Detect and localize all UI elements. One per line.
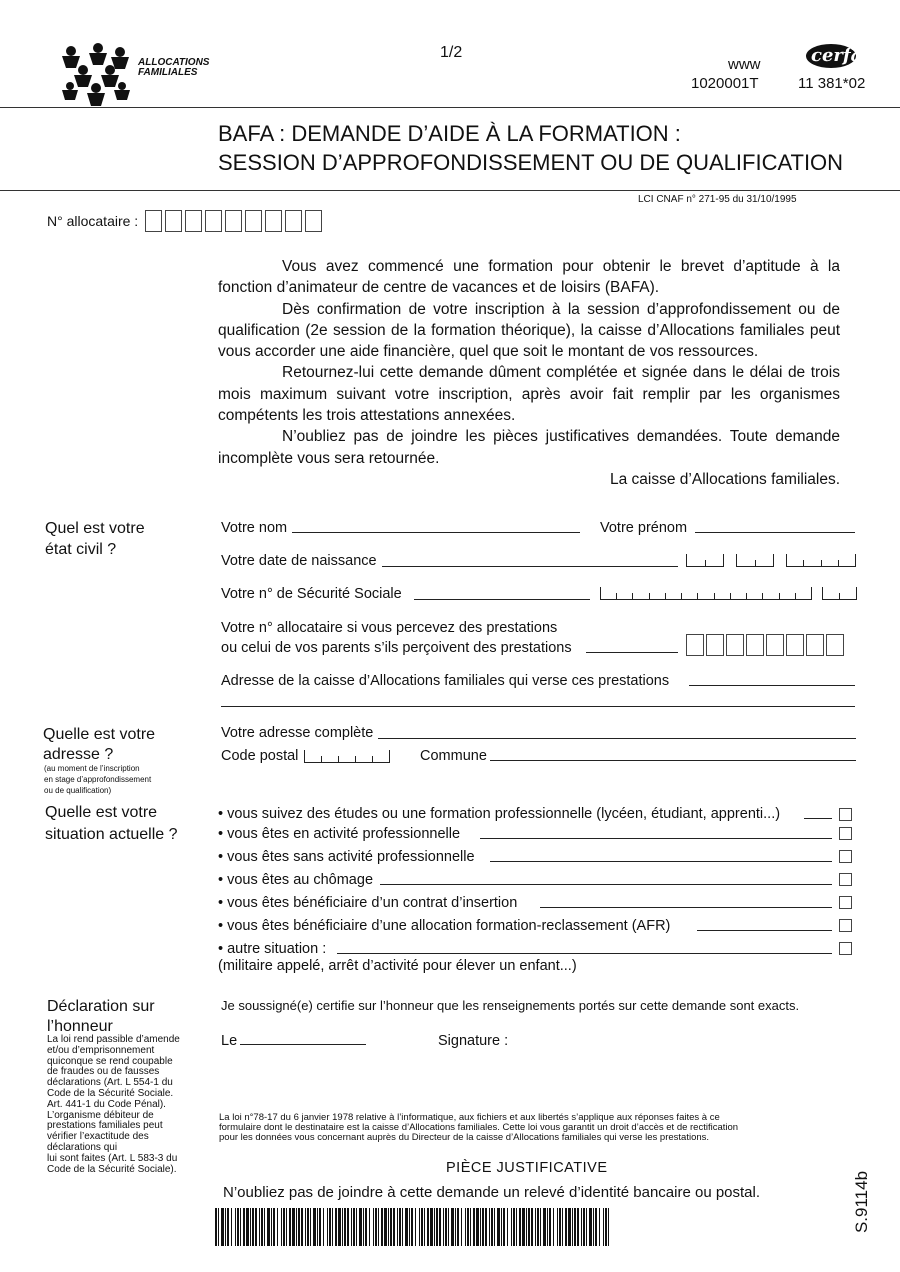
cerfa-number: 11 381*02: [798, 75, 866, 92]
adresse-note-2: en stage d’approfondissement: [44, 775, 152, 784]
declaration-signature-label: Signature :: [438, 1033, 509, 1049]
situation-autre-note: (militaire appelé, arrêt d’activité pour élever un enfant...): [218, 958, 577, 974]
intro-text: [218, 256, 840, 469]
situation-line-activite: [480, 838, 832, 839]
piece-justificative-title: PIÈCE JUSTIFICATIVE: [446, 1160, 608, 1176]
adresse-heading-1: Quelle est votre: [43, 726, 156, 743]
nom-field[interactable]: [292, 532, 580, 533]
situation-item-insertion: • vous êtes bénéficiaire d’un contrat d’insertion: [218, 895, 518, 911]
secu-key-field[interactable]: [822, 587, 857, 600]
declaration-legal-notice: [47, 1035, 207, 1175]
legal-line: lui sont faites (Art. L 583-3 du: [47, 1152, 178, 1164]
alloc-label-line2: ou celui de vos parents s’ils perçoivent des prestations: [221, 640, 572, 656]
page-indicator: 1/2: [440, 44, 463, 61]
prenom-field[interactable]: [695, 532, 855, 533]
barcode: [215, 1208, 611, 1246]
code-postal-field[interactable]: [304, 750, 390, 763]
nom-label: Votre nom: [221, 520, 288, 536]
adresse-complete-label: Votre adresse complète: [221, 725, 374, 741]
commune-label: Commune: [420, 748, 487, 764]
caisse-address-label: Adresse de la caisse d’Allocations familiales qui verse ces prestations: [221, 673, 670, 689]
adresse-complete-field[interactable]: [378, 738, 856, 739]
alloc-number-field[interactable]: [686, 634, 844, 656]
secu-line: [414, 599, 590, 600]
naissance-month-field[interactable]: [736, 554, 774, 567]
situation-checkbox-insertion[interactable]: [839, 896, 852, 909]
declaration-signature-field[interactable]: [510, 1028, 850, 1088]
naissance-label: Votre date de naissance: [221, 553, 377, 569]
www-label: www: [728, 56, 761, 73]
intro-paragraph-4: N’oubliez pas de joindre les pièces justificatives demandées. Toute demande incomplète vous sera retournée.: [218, 428, 840, 467]
etat-civil-heading-2: état civil ?: [45, 541, 117, 558]
legal-line: de fraudes ou de fausses: [47, 1066, 160, 1078]
caisse-address-field-2[interactable]: [221, 706, 855, 707]
declaration-heading-1: Déclaration sur: [47, 998, 155, 1015]
form-code: 1020001T: [691, 75, 759, 92]
legal-line: La loi rend passible d’amende: [47, 1034, 180, 1045]
declaration-heading-2: l’honneur: [47, 1018, 113, 1035]
legal-line: Code de la Sécurité Sociale).: [47, 1163, 177, 1175]
legal-line: L’organisme débiteur de: [47, 1109, 154, 1121]
piece-justificative-text: N’oubliez pas de joindre à cette demande un relevé d’identité bancaire ou postal.: [223, 1184, 761, 1201]
situation-checkbox-autre[interactable]: [839, 942, 852, 955]
situation-line-sans-activite: [490, 861, 832, 862]
legal-line: déclarations qui: [47, 1141, 118, 1153]
cnil-notice-line3: pour les données vous concernant auprès du Directeur de la caisse d’Allocations familiales qui verse les prestations.: [219, 1132, 710, 1143]
legal-line: Code de la Sécurité Sociale.: [47, 1087, 174, 1099]
declaration-date-field[interactable]: [240, 1044, 366, 1045]
situation-checkbox-etudes[interactable]: [839, 808, 852, 821]
page-title-line1: BAFA : DEMANDE D’AIDE À LA FORMATION :: [218, 121, 681, 146]
intro-paragraph-2: Dès confirmation de votre inscription à la session d’approfondissement ou de qualification (2e session de la formation théorique), la caisse d’Allocations familiales peut vous accorder une aide financière, quel que soit le montant de vos ressources.: [218, 300, 840, 361]
secu-label: Votre n° de Sécurité Sociale: [221, 586, 402, 602]
caisse-address-field[interactable]: [689, 685, 855, 686]
situation-line-autre[interactable]: [337, 953, 832, 954]
situation-heading-2: situation actuelle ?: [45, 826, 178, 843]
situation-checkbox-sans-activite[interactable]: [839, 850, 852, 863]
naissance-day-field[interactable]: [686, 554, 724, 567]
form-reference: S.9114b: [852, 1170, 871, 1234]
intro-paragraph-1: Vous avez commencé une formation pour obtenir le brevet d’aptitude à la fonction d’animateur de centre de vacances et de loisirs (BAFA).: [218, 258, 840, 297]
situation-item-chomage: • vous êtes au chômage: [218, 872, 374, 888]
alloc-line: [586, 652, 678, 653]
situation-line-etudes: [804, 818, 832, 819]
header-rule: [0, 107, 900, 108]
situation-item-etudes: • vous suivez des études ou une formation professionnelle (lycéen, étudiant, apprenti...): [218, 806, 781, 822]
intro-paragraph-3: Retournez-lui cette demande dûment complétée et signée dans le délai de trois mois maximum suivant votre inscription, après avoir fait remplir par les organismes compétents les trois attestations annexées.: [218, 364, 840, 425]
situation-item-afr: • vous êtes bénéficiaire d’une allocation formation-reclassement (AFR): [218, 918, 671, 934]
commune-field[interactable]: [490, 760, 856, 761]
situation-item-autre: • autre situation :: [218, 941, 327, 957]
situation-line-insertion: [540, 907, 832, 908]
situation-heading-1: Quelle est votre: [45, 804, 158, 821]
secu-number-field[interactable]: [600, 587, 812, 600]
adresse-heading-2: adresse ?: [43, 746, 114, 763]
legal-line: Art. 441-1 du Code Pénal).: [47, 1098, 166, 1110]
page-title-line2: SESSION D’APPROFONDISSEMENT OU DE QUALIFICATION: [218, 150, 844, 175]
cerfa-label: cerfa: [811, 45, 863, 66]
cnil-notice-line1: La loi n°78-17 du 6 janvier 1978 relative à l’informatique, aux fichiers et aux libertés s’applique aux réponses faites à ce: [219, 1112, 720, 1123]
title-rule: [0, 190, 900, 191]
legal-line: vérifier l’exactitude des: [47, 1131, 149, 1143]
situation-checkbox-activite[interactable]: [839, 827, 852, 840]
situation-item-activite: • vous êtes en activité professionnelle: [218, 826, 461, 842]
etat-civil-heading-1: Quel est votre: [45, 520, 145, 537]
legal-line: quiconque se rend coupable: [47, 1055, 173, 1067]
intro-signature: La caisse d’Allocations familiales.: [610, 471, 841, 488]
naissance-year-field[interactable]: [786, 554, 856, 567]
situation-checkbox-chomage[interactable]: [839, 873, 852, 886]
prenom-label: Votre prénom: [600, 520, 688, 536]
situation-item-sans-activite: • vous êtes sans activité professionnelle: [218, 849, 475, 865]
situation-line-afr: [697, 930, 832, 931]
declaration-statement: Je soussigné(e) certifie sur l’honneur que les renseignements portés sur cette demande sont exacts.: [221, 998, 800, 1013]
adresse-note-3: ou de qualification): [44, 786, 112, 795]
logo-text-line2: FAMILIALES: [138, 67, 198, 78]
legal-line: et/ou d’emprisonnement: [47, 1044, 155, 1056]
code-postal-label: Code postal: [221, 748, 299, 764]
adresse-note-1: (au moment de l’inscription: [44, 764, 140, 773]
situation-line-chomage: [380, 884, 832, 885]
allocataire-label: N° allocataire :: [47, 213, 139, 229]
situation-checkbox-afr[interactable]: [839, 919, 852, 932]
naissance-line: [382, 566, 678, 567]
legal-line: prestations familiales peut: [47, 1120, 163, 1132]
legal-line: déclarations (Art. L 554-1 du: [47, 1077, 173, 1089]
cnil-notice-line2: formulaire dont le destinataire est la caisse d’Allocations familiales. Cette loi vous garantit un droit d’accès et de rectification: [219, 1122, 739, 1133]
allocations-familiales-logo: [58, 42, 136, 108]
allocataire-number-field[interactable]: [145, 210, 322, 232]
logo-text-line1: ALLOCATIONS: [138, 57, 210, 68]
reference-note: LCI CNAF n° 271-95 du 31/10/1995: [638, 194, 797, 205]
declaration-date-label: Le: [221, 1033, 238, 1049]
alloc-label-line1: Votre n° allocataire si vous percevez des prestations: [221, 620, 558, 636]
